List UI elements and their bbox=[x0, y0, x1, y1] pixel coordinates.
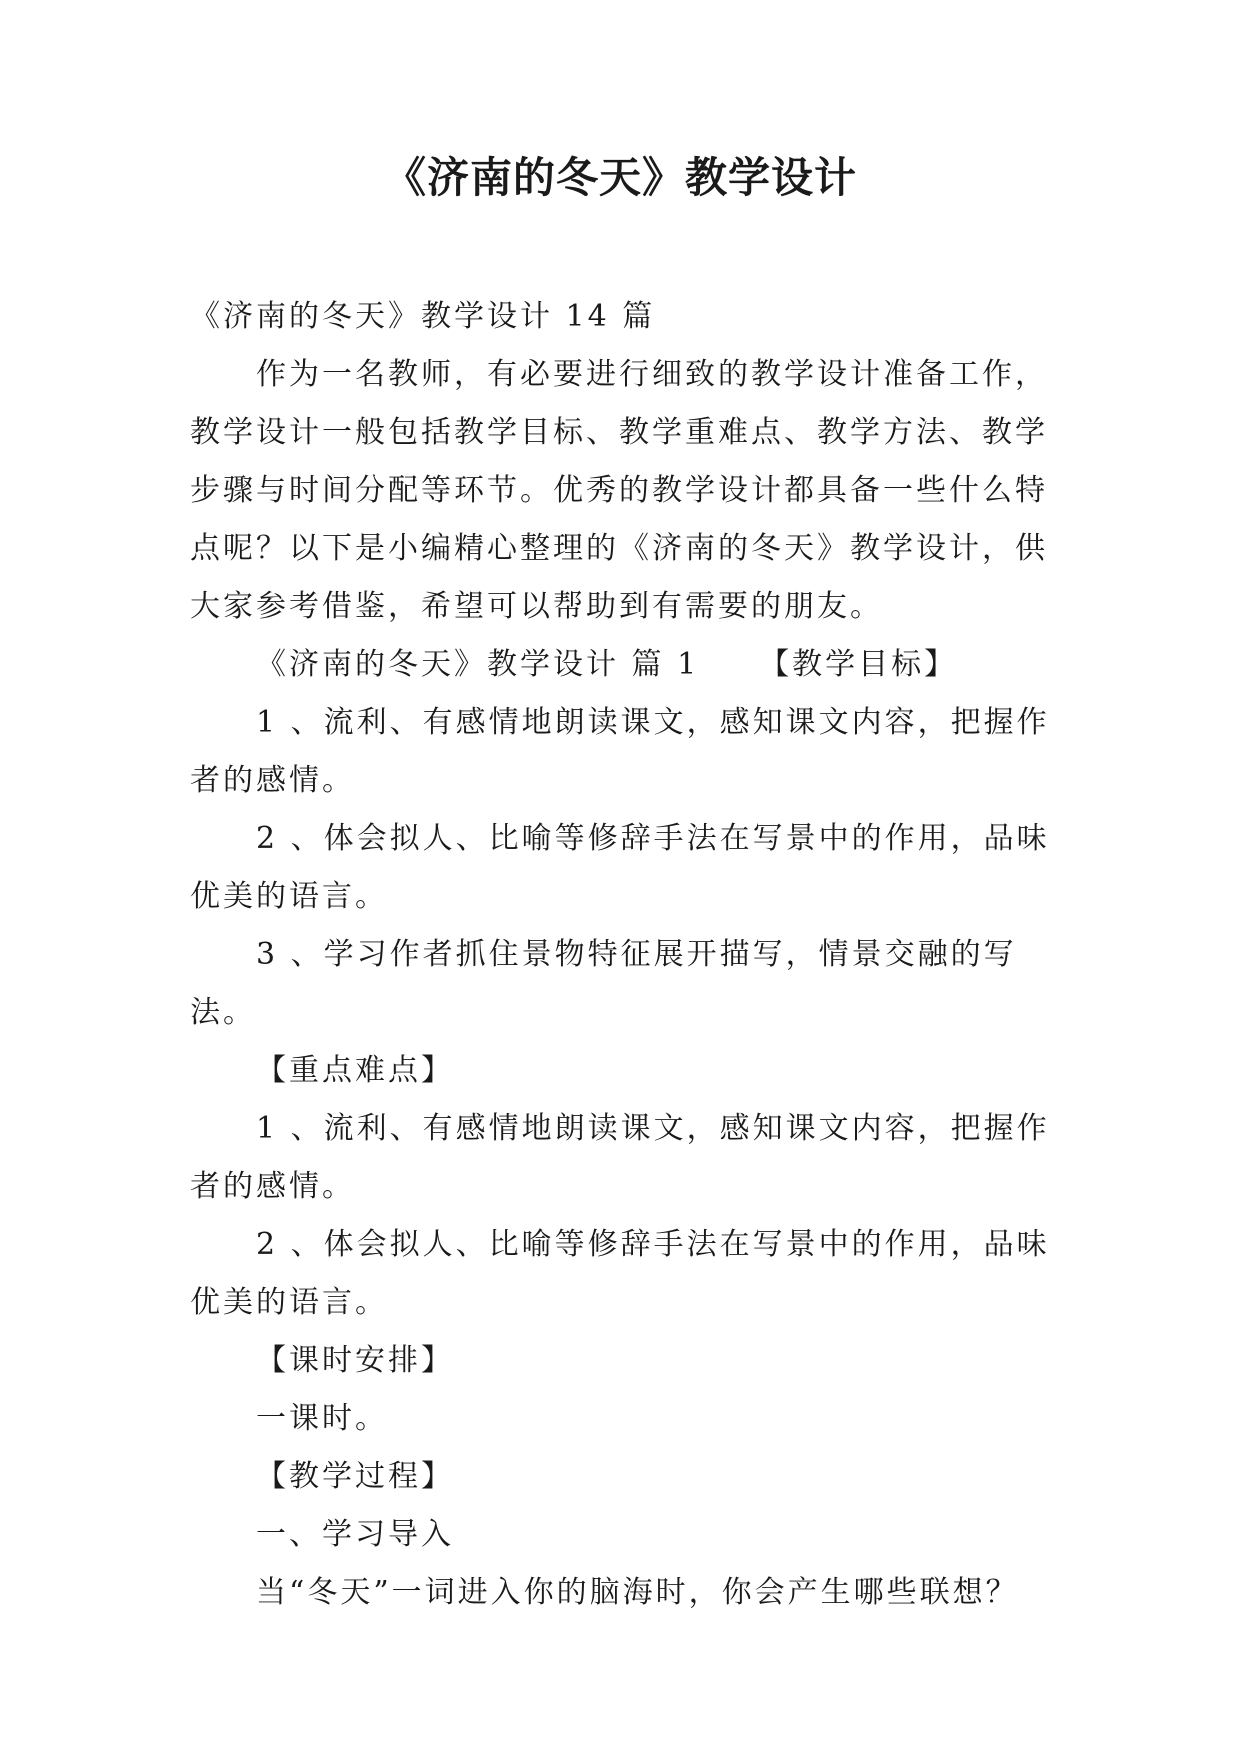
section-heading: 《济南的冬天》教学设计 篇 1 bbox=[256, 647, 700, 682]
document-body bbox=[190, 288, 1060, 1622]
schedule-heading: 【课时安排】 bbox=[256, 1343, 454, 1378]
intro-paragraph: 作为一名教师，有必要进行细致的教学设计准备工作，教学设计一般包括教学目标、教学重难点、教学方法、教学步骤与时间分配等环节。优秀的教学设计都具备一些什么特点呢？以下是小编精心整理的《济南的冬天》教学设计，供大家参考借鉴，希望可以帮助到有需要的朋友。 bbox=[190, 357, 1048, 624]
step-1-heading: 一、学习导入 bbox=[256, 1517, 454, 1552]
key-point-2: 2 、体会拟人、比喻等修辞手法在写景中的作用，品味优美的语言。 bbox=[190, 1227, 1050, 1320]
process-heading: 【教学过程】 bbox=[256, 1459, 454, 1494]
document-subtitle: 《济南的冬天》教学设计 14 篇 bbox=[190, 299, 656, 334]
key-point-1: 1 、流利、有感情地朗读课文，感知课文内容，把握作者的感情。 bbox=[190, 1111, 1050, 1204]
objectives-heading: 【教学目标】 bbox=[759, 647, 958, 682]
objective-3: 3 、学习作者抓住景物特征展开描写，情景交融的写法。 bbox=[190, 937, 1017, 1030]
step-1-text: 当“冬天”一词进入你的脑海时，你会产生哪些联想？ bbox=[256, 1575, 1019, 1610]
section-line bbox=[190, 636, 1060, 694]
objective-2: 2 、体会拟人、比喻等修辞手法在写景中的作用，品味优美的语言。 bbox=[190, 821, 1050, 914]
schedule-text: 一课时。 bbox=[256, 1401, 388, 1436]
key-points-heading: 【重点难点】 bbox=[256, 1053, 454, 1088]
objective-1: 1 、流利、有感情地朗读课文，感知课文内容，把握作者的感情。 bbox=[190, 705, 1050, 798]
document-title: 《济南的冬天》教学设计 bbox=[383, 153, 857, 202]
